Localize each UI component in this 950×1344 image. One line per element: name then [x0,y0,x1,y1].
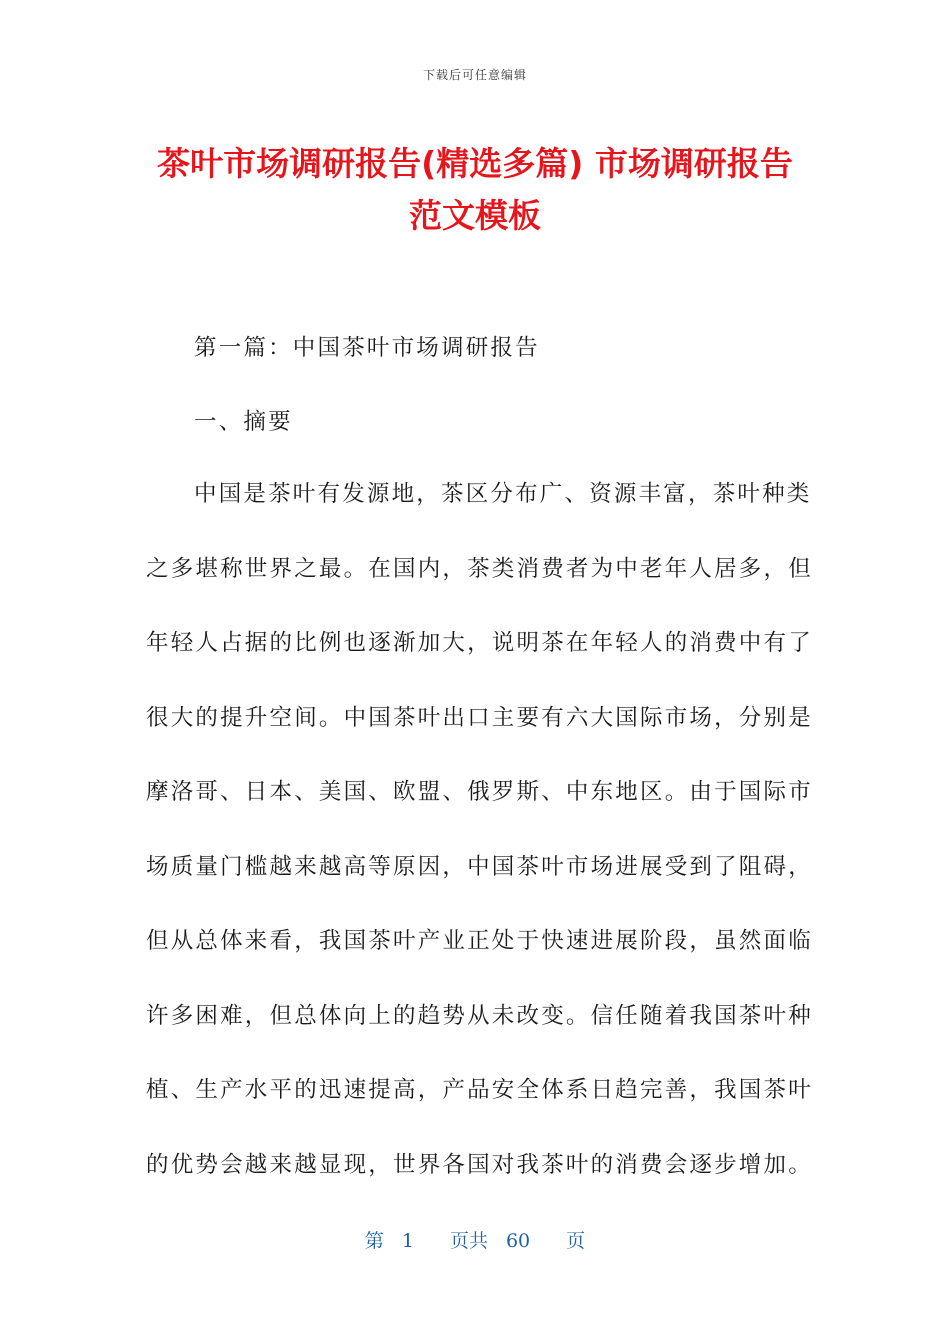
header-note: 下载后可任意编辑 [422,68,527,82]
footer-prefix: 第 [364,1230,384,1252]
paragraph-line: 中国是茶叶有发源地，茶区分布广、资源丰富，茶叶种类 [194,481,812,507]
document-title [130,138,820,242]
footer-middle: 页共 [449,1230,488,1252]
footer-suffix: 页 [566,1230,586,1252]
document-title-line-1: 茶叶市场调研报告(精选多篇) 市场调研报告 [157,144,793,183]
paragraph-line: 年轻人占据的比例也逐渐加大，说明茶在年轻人的消费中有了 [146,630,813,656]
section-heading: 第一篇：中国茶叶市场调研报告 [194,335,540,361]
footer-total-pages: 60 [505,1230,531,1252]
page-footer [0,1226,950,1253]
paragraph-line: 许多困难，但总体向上的趋势从未改变。信任随着我国茶叶种 [146,1002,813,1029]
paragraph-line: 但从总体来看，我国茶叶产业正处于快速进展阶段，虽然面临 [146,928,813,954]
paragraph-line: 摩洛哥、日本、美国、欧盟、俄罗斯、中东地区。由于国际市 [146,779,813,805]
paragraph-line: 场质量门槛越来越高等原因，中国茶叶市场进展受到了阻碍， [146,853,813,880]
paragraph-line: 的优势会越来越显现，世界各国对我茶叶的消费会逐步增加。 [146,1151,813,1178]
document-title-line-2: 范文模板 [409,196,541,235]
paragraph-line: 之多堪称世界之最。在国内，茶类消费者为中老年人居多，但 [146,555,813,582]
subheading: 一、摘要 [194,409,293,435]
paragraph-line: 植、生产水平的迅速提高，产品安全体系日趋完善，我国茶叶 [146,1077,813,1103]
footer-page-number: 1 [401,1230,414,1252]
body-paragraph [146,478,813,1223]
paragraph-line: 很大的提升空间。中国茶叶出口主要有六大国际市场，分别是 [146,704,813,731]
